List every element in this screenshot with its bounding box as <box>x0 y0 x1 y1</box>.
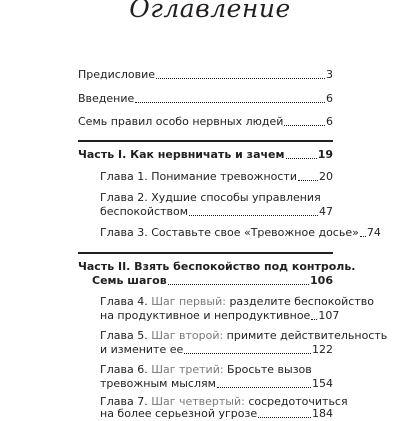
toc-chapter-7-line1[interactable]: Глава 7. Шаг четвертый: сосредоточиться <box>100 395 348 408</box>
dot-leader <box>135 102 325 103</box>
dot-leader <box>168 284 309 285</box>
toc-chapter-2-line1[interactable]: Глава 2. Худшие способы управления <box>100 191 321 204</box>
step-label: Шаг четвертый: <box>151 395 245 408</box>
dot-leader <box>284 125 325 126</box>
dot-leader <box>258 417 311 418</box>
dot-leader <box>184 353 311 354</box>
toc-chapter-5-line1[interactable]: Глава 5. Шаг второй: примите действительность <box>100 329 388 342</box>
toc-entry-introduction[interactable]: Введение 6 <box>78 92 333 105</box>
toc-entry-seven-rules[interactable]: Семь правил особо нервных людей 6 <box>78 115 333 128</box>
toc-chapter-4-line1[interactable]: Глава 4. Шаг первый: разделите беспокойство <box>100 295 374 308</box>
toc-chapter-3[interactable]: Глава 3. Составьте свое «Тревожное досье» 74 <box>100 226 381 239</box>
toc-chapter-4[interactable]: на продуктивное и непродуктивное 107 <box>100 309 340 322</box>
dot-leader <box>286 158 317 159</box>
section-divider <box>78 140 333 142</box>
toc-chapter-7[interactable]: на более серьезной угрозе 184 <box>100 407 333 420</box>
dot-leader <box>298 180 318 181</box>
dot-leader <box>311 319 317 320</box>
toc-chapter-2[interactable]: беспокойством 47 <box>100 205 333 218</box>
toc-part-1[interactable]: Часть I. Как нервничать и зачем 19 <box>78 148 333 161</box>
toc-part-2-line1[interactable]: Часть II. Взять беспокойство под контроль. <box>78 260 356 273</box>
toc-chapter-1[interactable]: Глава 1. Понимание тревожности 20 <box>100 170 333 183</box>
step-label: Шаг второй: <box>151 329 224 342</box>
dot-leader <box>156 78 325 79</box>
toc-entry-preface[interactable]: Предисловие 3 <box>78 68 333 81</box>
toc-part-2[interactable]: Семь шагов 106 <box>92 274 333 287</box>
dot-leader <box>189 215 318 216</box>
dot-leader <box>360 236 366 237</box>
toc-title: Оглавление <box>129 0 291 23</box>
dot-leader <box>217 387 311 388</box>
step-label: Шаг первый: <box>151 295 226 308</box>
toc-chapter-5[interactable]: и измените ее 122 <box>100 343 333 356</box>
step-label: Шаг третий: <box>151 363 224 376</box>
section-divider <box>78 252 333 254</box>
toc-chapter-6-line1[interactable]: Глава 6. Шаг третий: Бросьте вызов <box>100 363 312 376</box>
toc-chapter-6[interactable]: тревожным мыслям 154 <box>100 377 333 390</box>
